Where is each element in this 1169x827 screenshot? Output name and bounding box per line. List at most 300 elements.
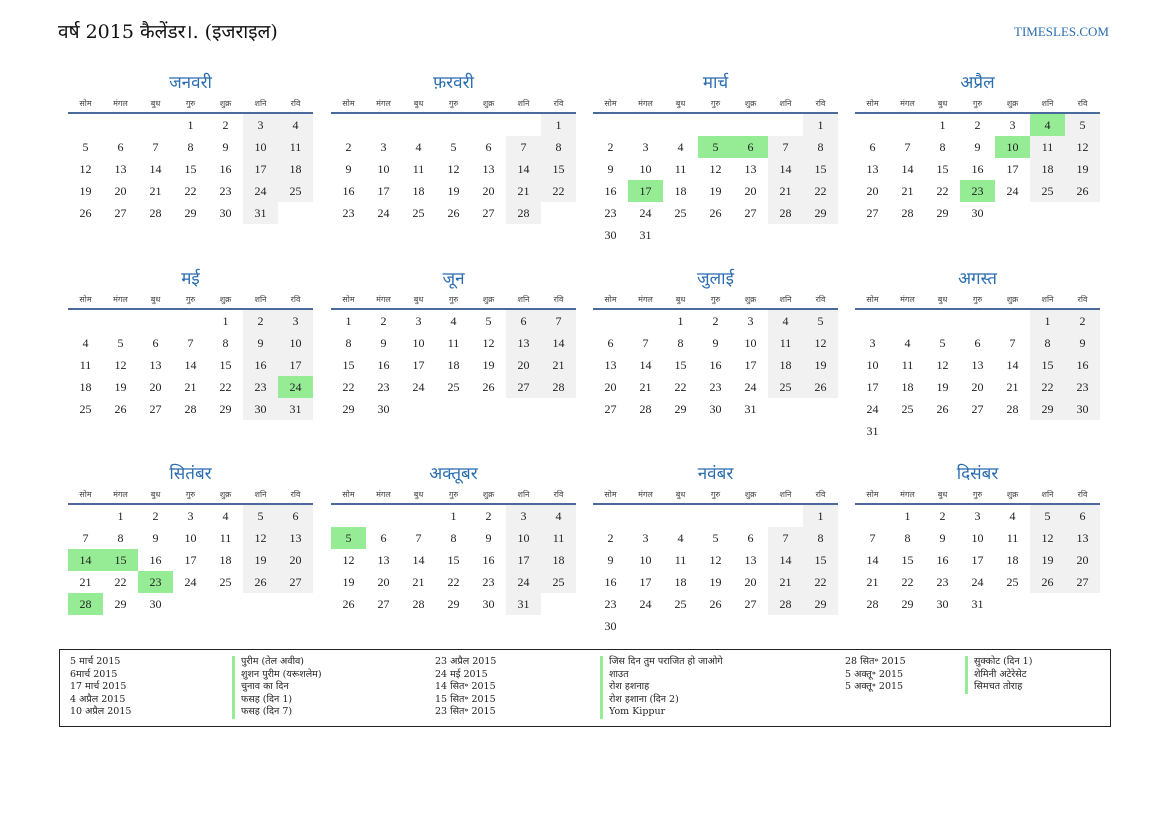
day-cell[interactable]: 30 [604,619,617,633]
day-cell[interactable]: 8 [450,531,457,545]
day-cell[interactable]: 4 [278,114,313,136]
day-cell[interactable]: 19 [709,575,722,589]
day-cell[interactable]: 25 [768,376,803,398]
day-cell[interactable]: 23 [960,180,995,202]
site-link[interactable]: TIMESLES.COM [1014,24,1109,39]
day-cell[interactable]: 27 [604,402,617,416]
day-cell[interactable]: 10 [639,162,652,176]
day-cell[interactable]: 13 [1065,527,1100,549]
day-cell[interactable]: 21 [1006,380,1019,394]
day-cell[interactable]: 6 [747,531,754,545]
day-cell[interactable]: 6 [117,140,124,154]
day-cell[interactable]: 14 [866,553,879,567]
day-cell[interactable]: 8 [345,336,352,350]
day-cell[interactable]: 30 [482,597,495,611]
day-cell[interactable]: 11 [1030,136,1065,158]
day-cell[interactable]: 22 [114,575,127,589]
day-cell[interactable]: 23 [709,380,722,394]
day-cell[interactable]: 26 [1030,571,1065,593]
day-cell[interactable]: 28 [68,593,103,615]
day-cell[interactable]: 10 [243,136,278,158]
day-cell[interactable]: 13 [149,358,162,372]
day-cell[interactable]: 3 [243,114,278,136]
day-cell[interactable]: 21 [639,380,652,394]
day-cell[interactable]: 3 [506,505,541,527]
day-cell[interactable]: 1 [187,118,194,132]
day-cell[interactable]: 23 [936,575,949,589]
day-cell[interactable]: 11 [447,336,460,350]
day-cell[interactable]: 20 [114,184,127,198]
day-cell[interactable]: 27 [971,402,984,416]
day-cell[interactable]: 26 [342,597,355,611]
day-cell[interactable]: 6 [278,505,313,527]
day-cell[interactable]: 23 [342,206,355,220]
day-cell[interactable]: 25 [674,206,687,220]
day-cell[interactable]: 23 [482,575,495,589]
day-cell[interactable]: 5 [939,336,946,350]
day-cell[interactable]: 9 [243,332,278,354]
day-cell[interactable]: 11 [901,358,914,372]
day-cell[interactable]: 14 [768,549,803,571]
day-cell[interactable]: 18 [901,380,914,394]
day-cell[interactable]: 26 [447,206,460,220]
day-cell[interactable]: 29 [936,206,949,220]
day-cell[interactable]: 18 [1006,553,1019,567]
day-cell[interactable]: 8 [222,336,229,350]
day-cell[interactable]: 1 [1030,310,1065,332]
day-cell[interactable]: 7 [642,336,649,350]
day-cell[interactable]: 5 [243,505,278,527]
day-cell[interactable]: 29 [447,597,460,611]
day-cell[interactable]: 26 [936,402,949,416]
day-cell[interactable]: 29 [114,597,127,611]
day-cell[interactable]: 8 [904,531,911,545]
day-cell[interactable]: 17 [377,184,390,198]
day-cell[interactable]: 22 [803,180,838,202]
day-cell[interactable]: 27 [377,597,390,611]
day-cell[interactable]: 15 [1030,354,1065,376]
day-cell[interactable]: 29 [342,402,355,416]
day-cell[interactable]: 15 [219,358,232,372]
day-cell[interactable]: 16 [971,162,984,176]
day-cell[interactable]: 28 [768,202,803,224]
day-cell[interactable]: 12 [114,358,127,372]
day-cell[interactable]: 3 [187,509,194,523]
day-cell[interactable]: 23 [377,380,390,394]
day-cell[interactable]: 2 [485,509,492,523]
day-cell[interactable]: 22 [541,180,576,202]
day-cell[interactable]: 16 [149,553,162,567]
day-cell[interactable]: 2 [243,310,278,332]
day-cell[interactable]: 16 [936,553,949,567]
day-cell[interactable]: 30 [1065,398,1100,420]
day-cell[interactable]: 28 [866,597,879,611]
day-cell[interactable]: 26 [1065,180,1100,202]
day-cell[interactable]: 28 [184,402,197,416]
day-cell[interactable]: 11 [1006,531,1019,545]
day-cell[interactable]: 3 [974,509,981,523]
day-cell[interactable]: 4 [222,509,229,523]
day-cell[interactable]: 9 [974,140,981,154]
day-cell[interactable]: 15 [674,358,687,372]
day-cell[interactable]: 13 [377,553,390,567]
day-cell[interactable]: 5 [712,531,719,545]
day-cell[interactable]: 1 [222,314,229,328]
day-cell[interactable]: 24 [1006,184,1019,198]
day-cell[interactable]: 26 [79,206,92,220]
day-cell[interactable]: 24 [184,575,197,589]
day-cell[interactable]: 3 [380,140,387,154]
day-cell[interactable]: 13 [744,553,757,567]
day-cell[interactable]: 20 [744,184,757,198]
day-cell[interactable]: 10 [184,531,197,545]
day-cell[interactable]: 2 [380,314,387,328]
day-cell[interactable]: 11 [219,531,232,545]
day-cell[interactable]: 8 [117,531,124,545]
day-cell[interactable]: 14 [149,162,162,176]
day-cell[interactable]: 30 [971,206,984,220]
day-cell[interactable]: 27 [744,206,757,220]
day-cell[interactable]: 1 [345,314,352,328]
day-cell[interactable]: 20 [149,380,162,394]
day-cell[interactable]: 13 [971,358,984,372]
day-cell[interactable]: 10 [744,336,757,350]
day-cell[interactable]: 18 [278,158,313,180]
day-cell[interactable]: 15 [936,162,949,176]
day-cell[interactable]: 18 [79,380,92,394]
day-cell[interactable]: 2 [712,314,719,328]
day-cell[interactable]: 4 [415,140,422,154]
day-cell[interactable]: 25 [901,402,914,416]
day-cell[interactable]: 2 [939,509,946,523]
day-cell[interactable]: 19 [1065,158,1100,180]
day-cell[interactable]: 24 [412,380,425,394]
day-cell[interactable]: 22 [1030,376,1065,398]
day-cell[interactable]: 30 [936,597,949,611]
day-cell[interactable]: 7 [415,531,422,545]
day-cell[interactable]: 25 [412,206,425,220]
day-cell[interactable]: 15 [447,553,460,567]
day-cell[interactable]: 4 [450,314,457,328]
day-cell[interactable]: 1 [450,509,457,523]
day-cell[interactable]: 10 [639,553,652,567]
day-cell[interactable]: 1 [117,509,124,523]
day-cell[interactable]: 13 [482,162,495,176]
day-cell[interactable]: 13 [744,162,757,176]
day-cell[interactable]: 14 [1006,358,1019,372]
day-cell[interactable]: 17 [412,358,425,372]
day-cell[interactable]: 12 [243,527,278,549]
day-cell[interactable]: 24 [744,380,757,394]
day-cell[interactable]: 11 [278,136,313,158]
day-cell[interactable]: 17 [506,549,541,571]
day-cell[interactable]: 9 [380,336,387,350]
day-cell[interactable]: 16 [377,358,390,372]
day-cell[interactable]: 28 [1006,402,1019,416]
day-cell[interactable]: 18 [674,575,687,589]
day-cell[interactable]: 27 [1065,571,1100,593]
day-cell[interactable]: 28 [541,376,576,398]
day-cell[interactable]: 29 [803,593,838,615]
day-cell[interactable]: 12 [342,553,355,567]
day-cell[interactable]: 5 [82,140,89,154]
day-cell[interactable]: 16 [482,553,495,567]
day-cell[interactable]: 4 [677,140,684,154]
day-cell[interactable]: 20 [1065,549,1100,571]
day-cell[interactable]: 28 [901,206,914,220]
day-cell[interactable]: 23 [243,376,278,398]
day-cell[interactable]: 8 [939,140,946,154]
day-cell[interactable]: 18 [674,184,687,198]
day-cell[interactable]: 13 [866,162,879,176]
day-cell[interactable]: 16 [709,358,722,372]
day-cell[interactable]: 7 [506,136,541,158]
day-cell[interactable]: 28 [506,202,541,224]
day-cell[interactable]: 18 [412,184,425,198]
day-cell[interactable]: 27 [482,206,495,220]
day-cell[interactable]: 18 [541,549,576,571]
day-cell[interactable]: 23 [604,206,617,220]
day-cell[interactable]: 12 [447,162,460,176]
day-cell[interactable]: 13 [278,527,313,549]
day-cell[interactable]: 2 [345,140,352,154]
day-cell[interactable]: 2 [222,118,229,132]
day-cell[interactable]: 9 [152,531,159,545]
day-cell[interactable]: 25 [79,402,92,416]
day-cell[interactable]: 17 [744,358,757,372]
day-cell[interactable]: 19 [447,184,460,198]
day-cell[interactable]: 21 [412,575,425,589]
day-cell[interactable]: 1 [939,118,946,132]
day-cell[interactable]: 31 [243,202,278,224]
day-cell[interactable]: 6 [506,310,541,332]
day-cell[interactable]: 30 [604,228,617,242]
day-cell[interactable]: 30 [149,597,162,611]
day-cell[interactable]: 24 [971,575,984,589]
day-cell[interactable]: 30 [243,398,278,420]
day-cell[interactable]: 8 [677,336,684,350]
day-cell[interactable]: 22 [184,184,197,198]
day-cell[interactable]: 27 [278,571,313,593]
day-cell[interactable]: 17 [1006,162,1019,176]
day-cell[interactable]: 19 [803,354,838,376]
day-cell[interactable]: 26 [803,376,838,398]
day-cell[interactable]: 17 [184,553,197,567]
day-cell[interactable]: 27 [506,376,541,398]
day-cell[interactable]: 6 [974,336,981,350]
day-cell[interactable]: 2 [607,140,614,154]
day-cell[interactable]: 8 [187,140,194,154]
day-cell[interactable]: 4 [1030,114,1065,136]
day-cell[interactable]: 17 [278,354,313,376]
day-cell[interactable]: 7 [152,140,159,154]
day-cell[interactable]: 16 [1065,354,1100,376]
day-cell[interactable]: 3 [278,310,313,332]
day-cell[interactable]: 4 [541,505,576,527]
day-cell[interactable]: 10 [278,332,313,354]
day-cell[interactable]: 9 [939,531,946,545]
day-cell[interactable]: 19 [709,184,722,198]
day-cell[interactable]: 21 [768,180,803,202]
day-cell[interactable]: 3 [1009,118,1016,132]
day-cell[interactable]: 9 [607,553,614,567]
day-cell[interactable]: 16 [604,184,617,198]
day-cell[interactable]: 10 [866,358,879,372]
day-cell[interactable]: 11 [674,553,687,567]
day-cell[interactable]: 20 [971,380,984,394]
day-cell[interactable]: 31 [278,398,313,420]
day-cell[interactable]: 21 [866,575,879,589]
day-cell[interactable]: 21 [901,184,914,198]
day-cell[interactable]: 8 [803,136,838,158]
day-cell[interactable]: 20 [278,549,313,571]
day-cell[interactable]: 1 [541,114,576,136]
day-cell[interactable]: 14 [639,358,652,372]
day-cell[interactable]: 19 [243,549,278,571]
day-cell[interactable]: 11 [79,358,92,372]
day-cell[interactable]: 20 [506,354,541,376]
day-cell[interactable]: 12 [709,553,722,567]
day-cell[interactable]: 16 [219,162,232,176]
day-cell[interactable]: 16 [604,575,617,589]
day-cell[interactable]: 3 [642,531,649,545]
day-cell[interactable]: 13 [604,358,617,372]
day-cell[interactable]: 19 [342,575,355,589]
day-cell[interactable]: 10 [971,531,984,545]
day-cell[interactable]: 24 [506,571,541,593]
day-cell[interactable]: 31 [866,424,879,438]
day-cell[interactable]: 17 [628,180,663,202]
day-cell[interactable]: 9 [345,162,352,176]
day-cell[interactable]: 27 [149,402,162,416]
day-cell[interactable]: 3 [415,314,422,328]
day-cell[interactable]: 26 [114,402,127,416]
day-cell[interactable]: 30 [377,402,390,416]
day-cell[interactable]: 6 [485,140,492,154]
day-cell[interactable]: 9 [607,162,614,176]
day-cell[interactable]: 16 [342,184,355,198]
day-cell[interactable]: 25 [541,571,576,593]
day-cell[interactable]: 13 [506,332,541,354]
day-cell[interactable]: 17 [639,575,652,589]
day-cell[interactable]: 11 [768,332,803,354]
day-cell[interactable]: 14 [412,553,425,567]
day-cell[interactable]: 12 [1030,527,1065,549]
day-cell[interactable]: 18 [219,553,232,567]
day-cell[interactable]: 12 [803,332,838,354]
day-cell[interactable]: 17 [866,380,879,394]
day-cell[interactable]: 14 [506,158,541,180]
day-cell[interactable]: 29 [674,402,687,416]
day-cell[interactable]: 15 [901,553,914,567]
day-cell[interactable]: 8 [541,136,576,158]
day-cell[interactable]: 17 [971,553,984,567]
day-cell[interactable]: 10 [377,162,390,176]
day-cell[interactable]: 6 [152,336,159,350]
day-cell[interactable]: 20 [604,380,617,394]
day-cell[interactable]: 6 [380,531,387,545]
day-cell[interactable]: 27 [114,206,127,220]
day-cell[interactable]: 1 [677,314,684,328]
day-cell[interactable]: 22 [674,380,687,394]
day-cell[interactable]: 25 [1030,180,1065,202]
day-cell[interactable]: 23 [219,184,232,198]
day-cell[interactable]: 12 [709,162,722,176]
day-cell[interactable]: 19 [79,184,92,198]
day-cell[interactable]: 22 [219,380,232,394]
day-cell[interactable]: 22 [803,571,838,593]
day-cell[interactable]: 28 [768,593,803,615]
day-cell[interactable]: 3 [747,314,754,328]
day-cell[interactable]: 23 [604,597,617,611]
day-cell[interactable]: 15 [184,162,197,176]
day-cell[interactable]: 25 [219,575,232,589]
day-cell[interactable]: 19 [482,358,495,372]
day-cell[interactable]: 24 [639,597,652,611]
day-cell[interactable]: 30 [709,402,722,416]
day-cell[interactable]: 3 [642,140,649,154]
day-cell[interactable]: 16 [243,354,278,376]
day-cell[interactable]: 26 [243,571,278,593]
day-cell[interactable]: 26 [709,206,722,220]
day-cell[interactable]: 7 [869,531,876,545]
day-cell[interactable]: 28 [412,597,425,611]
day-cell[interactable]: 23 [138,571,173,593]
day-cell[interactable]: 14 [768,158,803,180]
day-cell[interactable]: 10 [506,527,541,549]
day-cell[interactable]: 1 [803,114,838,136]
day-cell[interactable]: 18 [768,354,803,376]
day-cell[interactable]: 7 [768,527,803,549]
day-cell[interactable]: 14 [68,549,103,571]
day-cell[interactable]: 9 [1065,332,1100,354]
day-cell[interactable]: 11 [541,527,576,549]
day-cell[interactable]: 11 [674,162,687,176]
day-cell[interactable]: 10 [412,336,425,350]
day-cell[interactable]: 15 [803,549,838,571]
day-cell[interactable]: 21 [541,354,576,376]
day-cell[interactable]: 23 [1065,376,1100,398]
day-cell[interactable]: 21 [79,575,92,589]
day-cell[interactable]: 22 [342,380,355,394]
day-cell[interactable]: 8 [803,527,838,549]
day-cell[interactable]: 10 [995,136,1030,158]
day-cell[interactable]: 14 [184,358,197,372]
day-cell[interactable]: 20 [744,575,757,589]
day-cell[interactable]: 14 [901,162,914,176]
day-cell[interactable]: 18 [1030,158,1065,180]
day-cell[interactable]: 21 [149,184,162,198]
day-cell[interactable]: 4 [677,531,684,545]
day-cell[interactable]: 4 [82,336,89,350]
day-cell[interactable]: 5 [1065,114,1100,136]
day-cell[interactable]: 31 [639,228,652,242]
day-cell[interactable]: 2 [607,531,614,545]
day-cell[interactable]: 28 [149,206,162,220]
day-cell[interactable]: 31 [971,597,984,611]
day-cell[interactable]: 13 [114,162,127,176]
day-cell[interactable]: 24 [866,402,879,416]
day-cell[interactable]: 18 [447,358,460,372]
day-cell[interactable]: 24 [243,180,278,202]
day-cell[interactable]: 27 [744,597,757,611]
day-cell[interactable]: 5 [117,336,124,350]
day-cell[interactable]: 4 [904,336,911,350]
day-cell[interactable]: 20 [377,575,390,589]
day-cell[interactable]: 29 [1030,398,1065,420]
day-cell[interactable]: 6 [1065,505,1100,527]
day-cell[interactable]: 5 [803,310,838,332]
